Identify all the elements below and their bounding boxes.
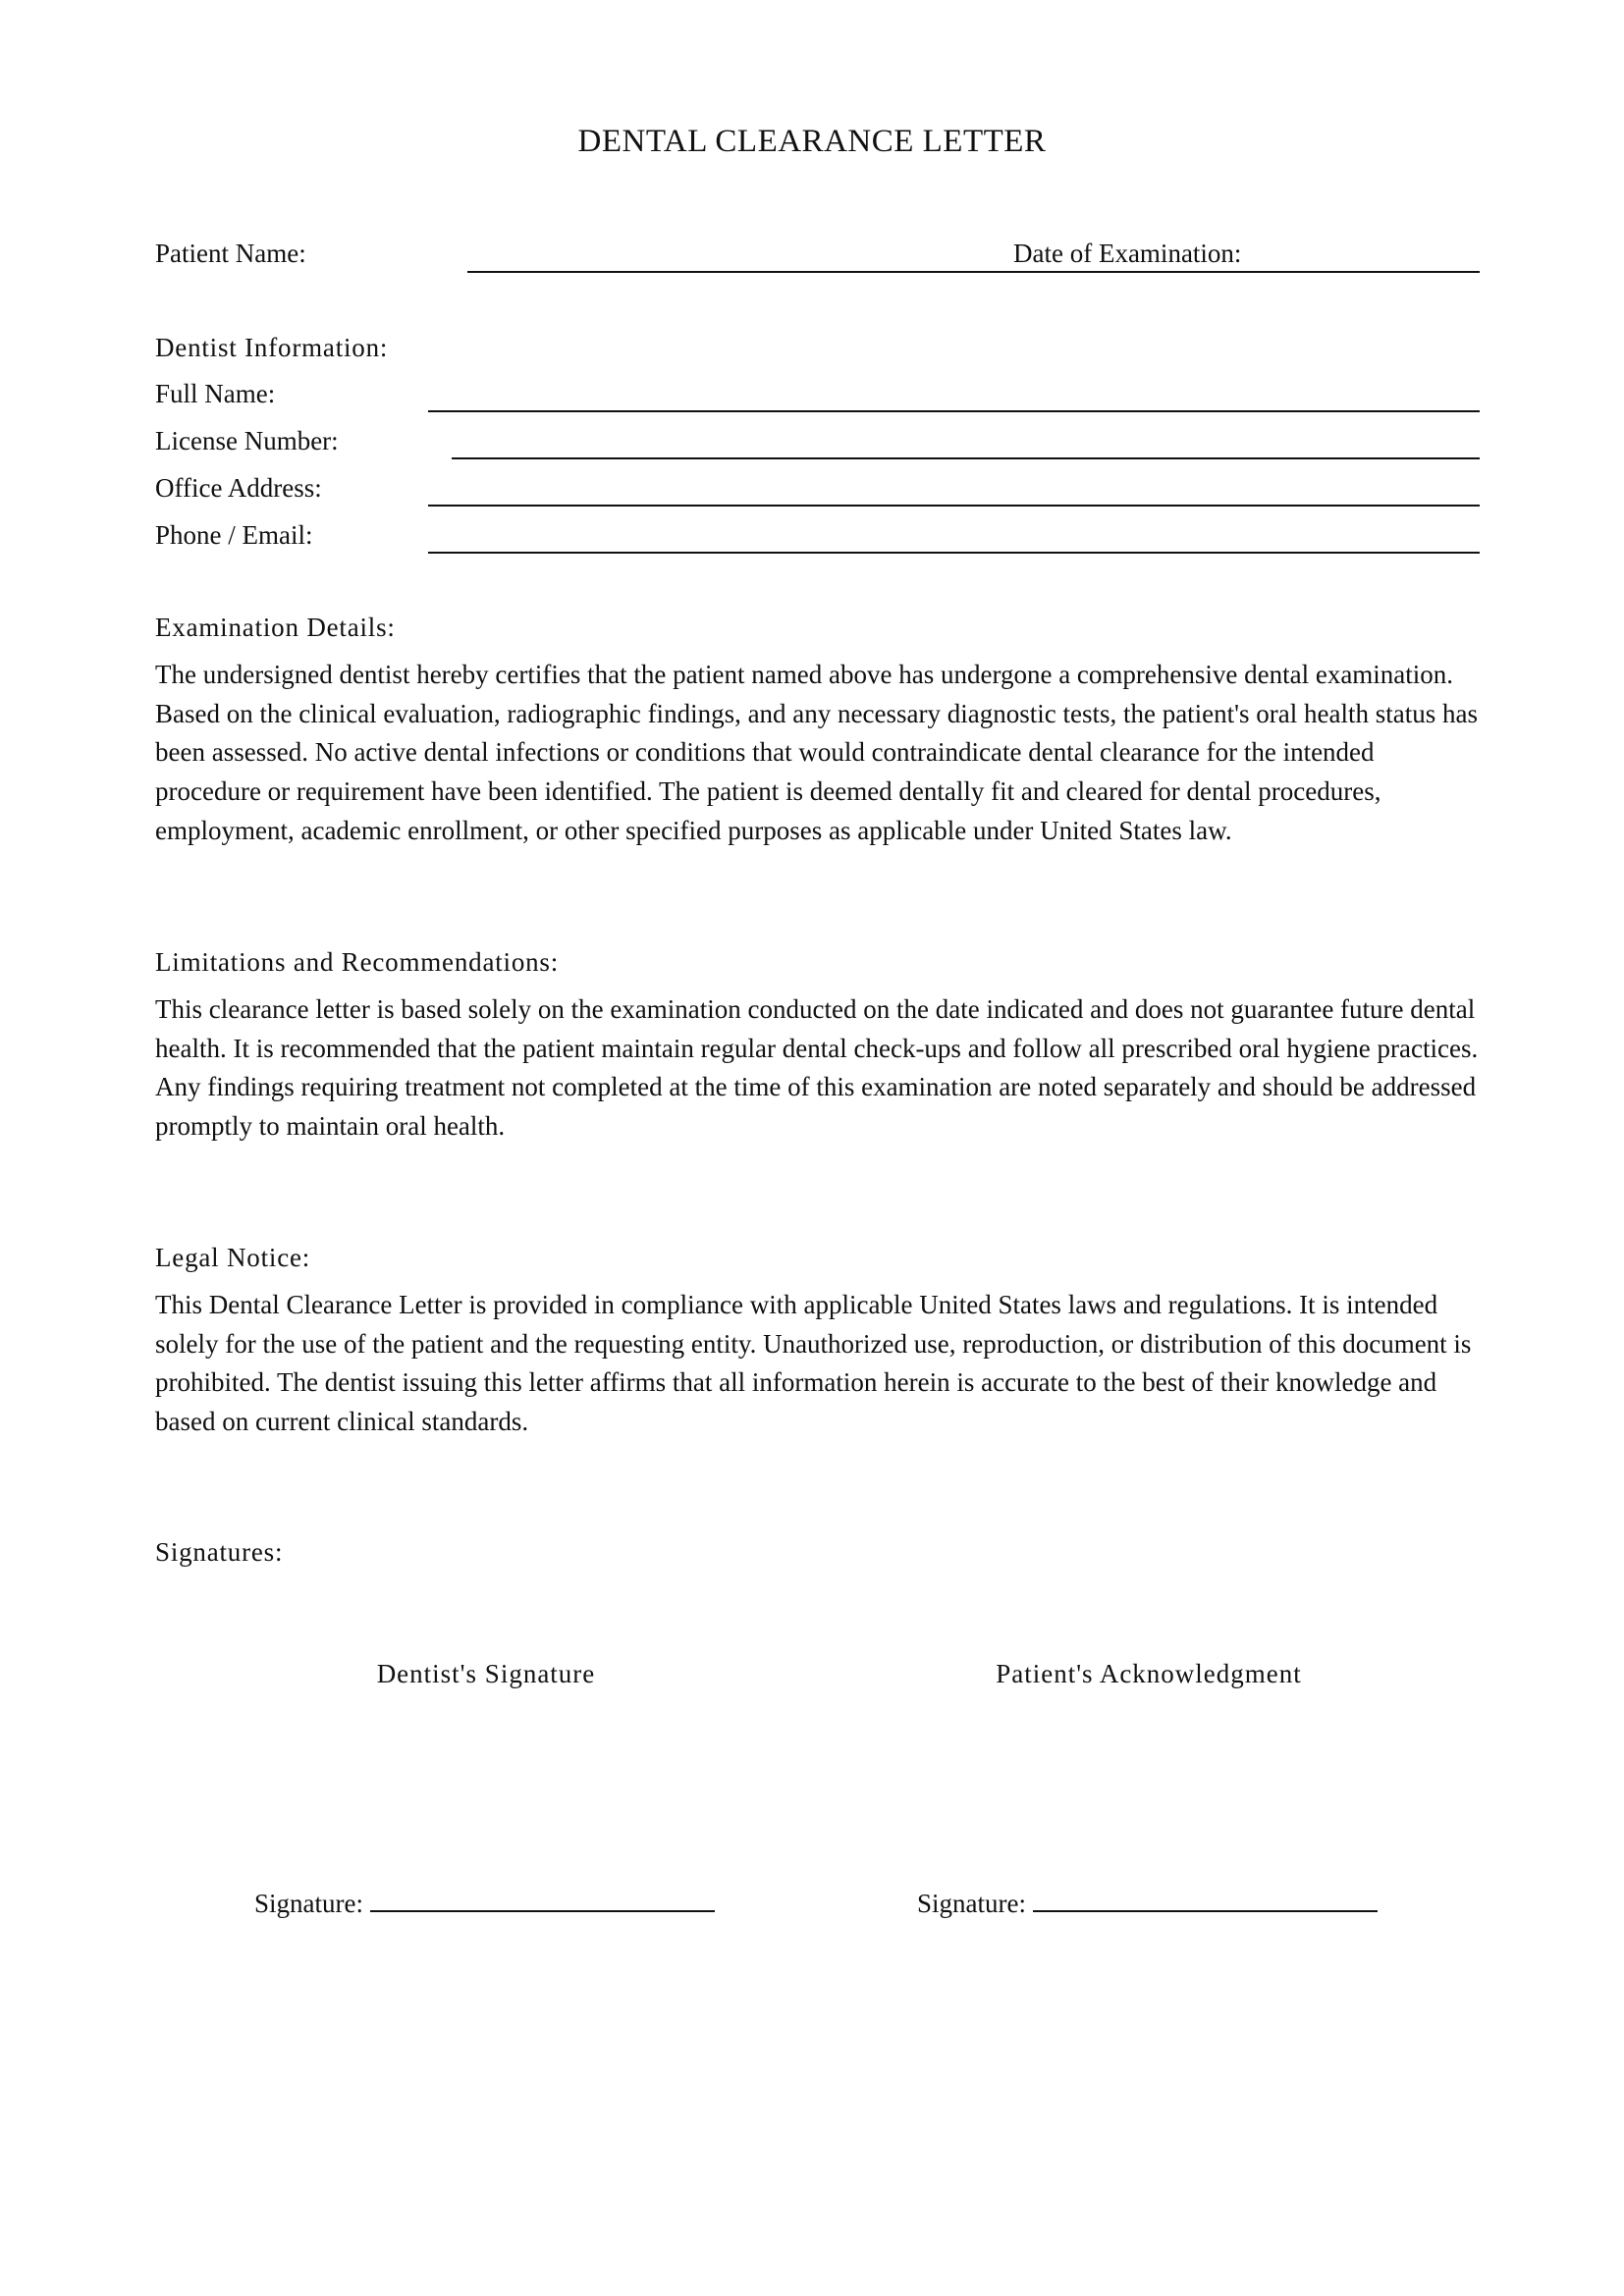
phone-email-field-line[interactable] (428, 552, 1480, 554)
patient-signature-field-line[interactable] (1033, 1881, 1378, 1912)
legal-notice-heading: Legal Notice: (155, 1243, 311, 1272)
license-number-label: License Number: (155, 426, 339, 455)
patient-signature-row (917, 1881, 1378, 1919)
document-title: DENTAL CLEARANCE LETTER (577, 124, 1047, 159)
office-address-field-line[interactable] (428, 505, 1480, 507)
examination-details-heading: Examination Details: (155, 613, 396, 642)
license-number-field-line[interactable] (452, 457, 1480, 459)
date-of-examination-label: Date of Examination: (1013, 239, 1242, 268)
office-address-label: Office Address: (155, 473, 322, 503)
dentist-signature-row (254, 1881, 715, 1919)
examination-details-text: The undersigned dentist hereby certifies that the patient named above has undergone a comprehensive dental examination. Based on the clinical evaluation, radiographic findings, and any necessary diagnostic tests, the patient's oral health status has been assessed. No active dental infections or conditions that would contraindicate dental clearance for the intended procedure or requirement have been identified. The patient is deemed dentally fit and cleared for dental procedures, employment, academic enrollment, or other specified purposes as applicable under United States law. (155, 660, 1478, 845)
dentist-signature-label: Signature: (254, 1889, 363, 1918)
legal-notice-text: This Dental Clearance Letter is provided in compliance with applicable United States laws and regulations. It is intended solely for the use of the patient and the requesting entity. Unauthorized use, reproduction, or distribution of this document is prohibited. The dentist issuing this letter affirms that all information herein is accurate to the best of their knowledge and based on current clinical standards. (155, 1290, 1472, 1437)
patient-name-field-line[interactable] (467, 271, 1480, 273)
full-name-label: Full Name: (155, 379, 276, 408)
dentist-signature-field-line[interactable] (370, 1881, 715, 1912)
limitations-text: This clearance letter is based solely on the examination conducted on the date indicated and does not guarantee future dental health. It is recommended that the patient maintain regular dental check-ups and follow all prescribed oral hygiene practices. Any findings requiring treatment not completed at the time of this examination are noted separately and should be addressed promptly to maintain oral health. (155, 994, 1479, 1142)
signatures-heading: Signatures: (155, 1537, 284, 1567)
phone-email-label: Phone / Email: (155, 520, 313, 550)
full-name-field-line[interactable] (428, 410, 1480, 412)
patient-acknowledgment-heading: Patient's Acknowledgment (996, 1659, 1302, 1688)
patient-name-label: Patient Name: (155, 239, 306, 268)
dentist-signature-heading: Dentist's Signature (376, 1659, 596, 1688)
patient-signature-label: Signature: (917, 1889, 1026, 1918)
limitations-heading: Limitations and Recommendations: (155, 947, 560, 977)
dentist-information-heading: Dentist Information: (155, 333, 389, 362)
